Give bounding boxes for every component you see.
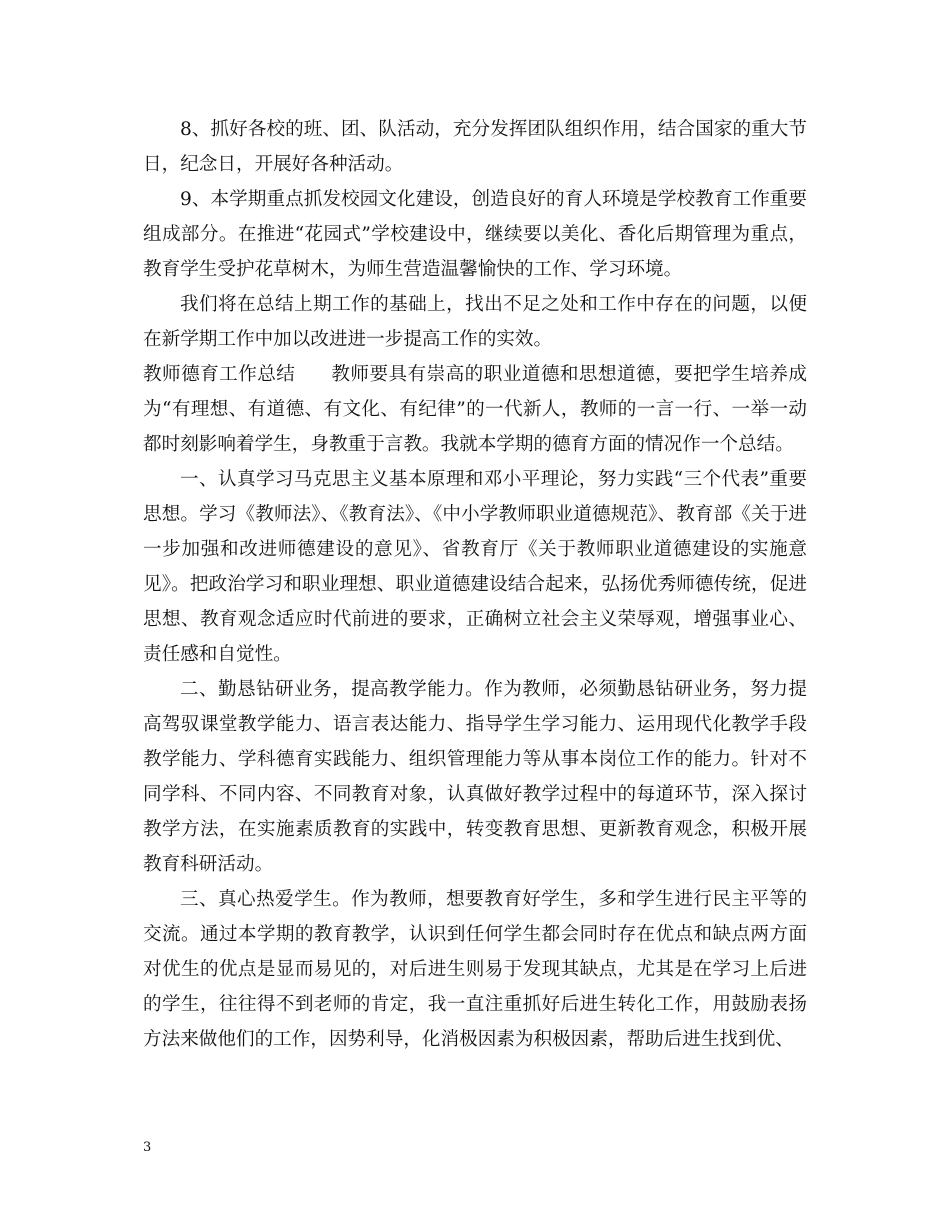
- paragraph-item-8: 8、抓好各校的班、团、队活动，充分发挥团队组织作用，结合国家的重大节日，纪念日，开展好各种活动。: [143, 119, 807, 175]
- section-paragraph-2: 二、勤恳钻研业务，提高教学能力。作为教师，必须勤恳钻研业务，努力提高驾驭课堂教学能力、语言表达能力、指导学生学习能力、运用现代化教学手段教学能力、学科德育实践能力、组织管理能力等从事本岗位工作的能力。针对不同学科、不同内容、不同教育对象，认真做好教学过程中的每道环节，深入探讨教学方法，在实施素质教育的实践中，转变教育思想、更新教育观念，积极开展教育科研活动。: [143, 679, 807, 875]
- section-paragraph-1: 一、认真学习马克思主义基本原理和邓小平理论，努力实践“三个代表”重要思想。学习《教师法》、《教育法》、《中小学教师职业道德规范》、教育部《关于进一步加强和改进师德建设的意见》、省教育厅《关于教师职业道德建设的实施意见》。把政治学习和职业理想、职业道德建设结合起来，弘扬优秀师德传统，促进思想、教育观念适应时代前进的要求，正确树立社会主义荣辱观，增强事业心、责任感和自觉性。: [143, 469, 807, 665]
- paragraph-summary: 我们将在总结上期工作的基础上，找出不足之处和工作中存在的问题，以便在新学期工作中加以改进进一步提高工作的实效。: [143, 294, 807, 350]
- paragraph-item-9: 9、本学期重点抓发校园文化建设，创造良好的育人环境是学校教育工作重要组成部分。在推进“花园式”学校建设中，继续要以美化、香化后期管理为重点，教育学生受护花草树木，为师生营造温馨愉快的工作、学习环境。: [143, 189, 807, 280]
- section-title: 教师德育工作总结: [143, 364, 296, 385]
- document-body: [143, 112, 807, 1057]
- page-number: 3: [143, 1140, 152, 1155]
- section-intro-text: 教师要具有崇高的职业道德和思想道德，要把学生培养成为“有理想、有道德、有文化、有纪律”的一代新人，教师的一言一行、一举一动都时刻影响着学生，身教重于言教。我就本学期的德育方面的情况作一个总结。: [143, 364, 807, 455]
- section-intro-paragraph: [143, 357, 807, 462]
- section-paragraph-3: 三、真心热爱学生。作为教师，想要教育好学生，多和学生进行民主平等的交流。通过本学期的教育教学，认识到任何学生都会同时存在优点和缺点两方面对优生的优点是显而易见的，对后进生则易于发现其缺点，尤其是在学习上后进的学生，往往得不到老师的肯定，我一直注重抓好后进生转化工作，用鼓励表扬方法来做他们的工作，因势利导，化消极因素为积极因素，帮助后进生找到优、: [143, 889, 807, 1050]
